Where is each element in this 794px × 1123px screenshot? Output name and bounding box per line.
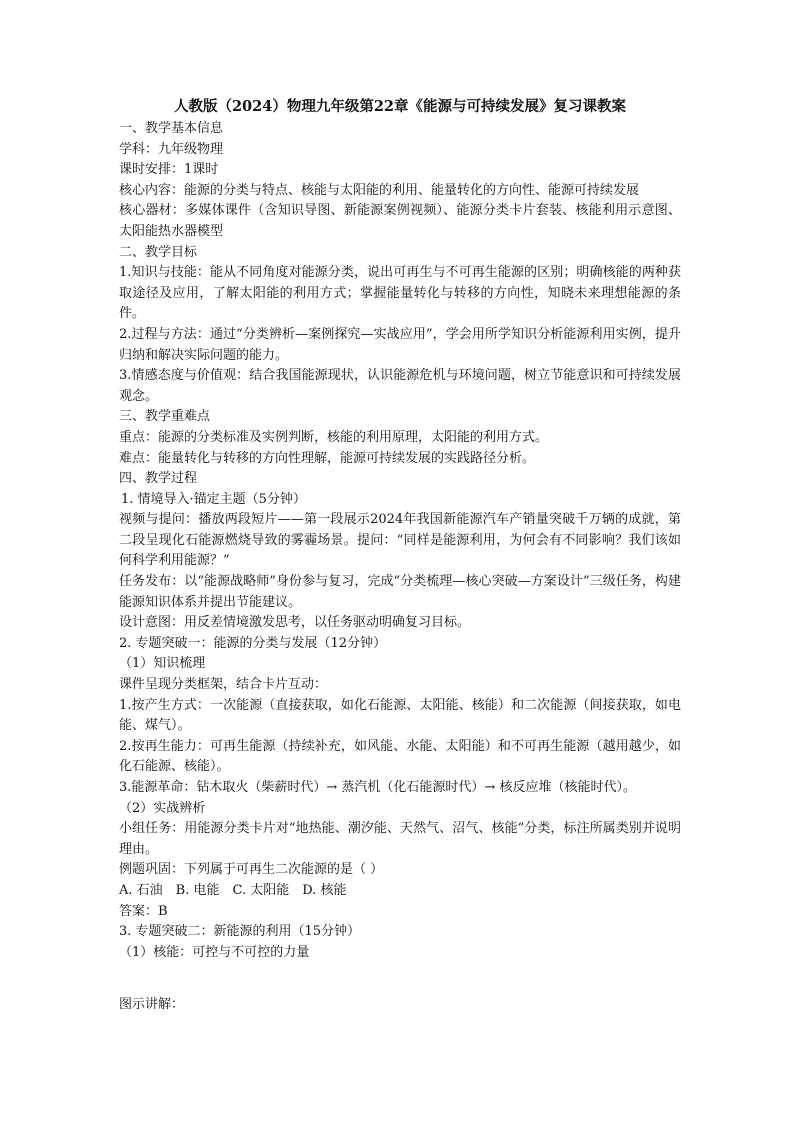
objective-process: 2.过程与方法：通过“分类辨析—案例探究—实战应用”，学会用所学知识分析能源利用实例，提升归纳和解决实际问题的能力。: [119, 326, 681, 363]
diagram-explanation-label: 图示讲解：: [119, 997, 185, 1013]
step1-heading: 1. 情境导入·锚定主题（5分钟）: [121, 491, 306, 507]
energy-revolution-line: 3.能源革命：钻木取火（柴薪时代）→ 蒸汽机（化石能源时代）→ 核反应堆（核能时代）。: [119, 780, 636, 795]
example-question: 例题巩固：下列属于可再生二次能源的是（ ）: [119, 862, 384, 878]
design-intent-line: 设计意图：用反差情境激发思考，以任务驱动明确复习目标。: [119, 615, 471, 631]
objective-values: 3.情感态度与价值观：结合我国能源现状，认识能源危机与环境问题，树立节能意识和可持续发展观念。: [119, 368, 681, 404]
courseware-line: 课件呈现分类框架，结合卡片互动：: [119, 677, 328, 693]
class-hours-line: 课时安排：1课时: [119, 162, 219, 178]
step2-heading: 2. 专题突破一：能源的分类与发展（12分钟）: [119, 635, 387, 651]
video-question-paragraph: 视频与提问：播放两段短片——第一段展示2024年我国新能源汽车产销量突破千万辆的成就，第二段呈现化石能源燃烧导致的雾霾场景。提问：“同样是能源利用，为何会有不同影响？我们该如何科学利用能源？”: [119, 512, 681, 569]
task-release-paragraph: 任务发布：以“能源战略师”身份参与复习，完成“分类梳理—核心突破—方案设计”三级任务，构建能源知识体系并提出节能建议。: [119, 574, 681, 610]
section-heading-basic-info: 一、教学基本信息: [119, 121, 224, 136]
classification-by-production: 1.按产生方式：一次能源（直接获取，如化石能源、太阳能、核能）和二次能源（间接获取，如电能、煤气）。: [119, 697, 681, 734]
core-content-line: 核心内容：能源的分类与特点、核能与太阳能的利用、能量转化的方向性、能源可持续发展: [119, 182, 640, 198]
blank-space: [119, 963, 681, 995]
section-heading-key-points: 三、教学重难点: [119, 409, 211, 425]
subject-line: 学科：九年级物理: [119, 141, 224, 157]
nuclear-energy-heading: （1）核能：可控与不可控的力量: [119, 944, 310, 960]
core-equipment-line: 核心器材：多媒体课件（含知识导图、新能源案例视频）、能源分类卡片套装、核能利用示意图、太阳能热水器模型: [119, 203, 681, 239]
example-answer: 答案：B: [119, 903, 168, 919]
section-heading-objectives: 二、教学目标: [119, 244, 198, 260]
document-title: 人教版（2024）物理九年级第22章《能源与可持续发展》复习课教案: [173, 98, 627, 115]
group-task-paragraph: 小组任务：用能源分类卡片对“地热能、潮汐能、天然气、沼气、核能”分类，标注所属类别并说明理由。: [119, 821, 681, 857]
document-body: [119, 96, 681, 1016]
knowledge-sorting-heading: （1）知识梳理: [119, 656, 206, 672]
step3-heading: 3. 专题突破二：新能源的利用（15分钟）: [119, 924, 361, 940]
key-point-line: 重点：能源的分类标准及实例判断，核能的利用原理，太阳能的利用方式。: [119, 429, 549, 445]
classification-by-renewability: 2.按再生能力：可再生能源（持续补充，如风能、水能、太阳能）和不可再生能源（越用越少，如化石能源、核能）。: [119, 738, 681, 775]
section-heading-process: 四、教学过程: [119, 471, 198, 487]
objective-knowledge: 1.知识与技能：能从不同角度对能源分类，说出可再生与不可再生能源的区别；明确核能的两种获取途径及应用，了解太阳能的利用方式；掌握能量转化与转移的方向性，知晓未来理想能源的条件。: [119, 265, 681, 322]
example-options: A. 石油 B. 电能 C. 太阳能 D. 核能: [119, 882, 347, 898]
practice-heading: （2）实战辨析: [119, 800, 206, 816]
difficult-point-line: 难点：能量转化与转移的方向性理解，能源可持续发展的实践路径分析。: [119, 450, 536, 466]
